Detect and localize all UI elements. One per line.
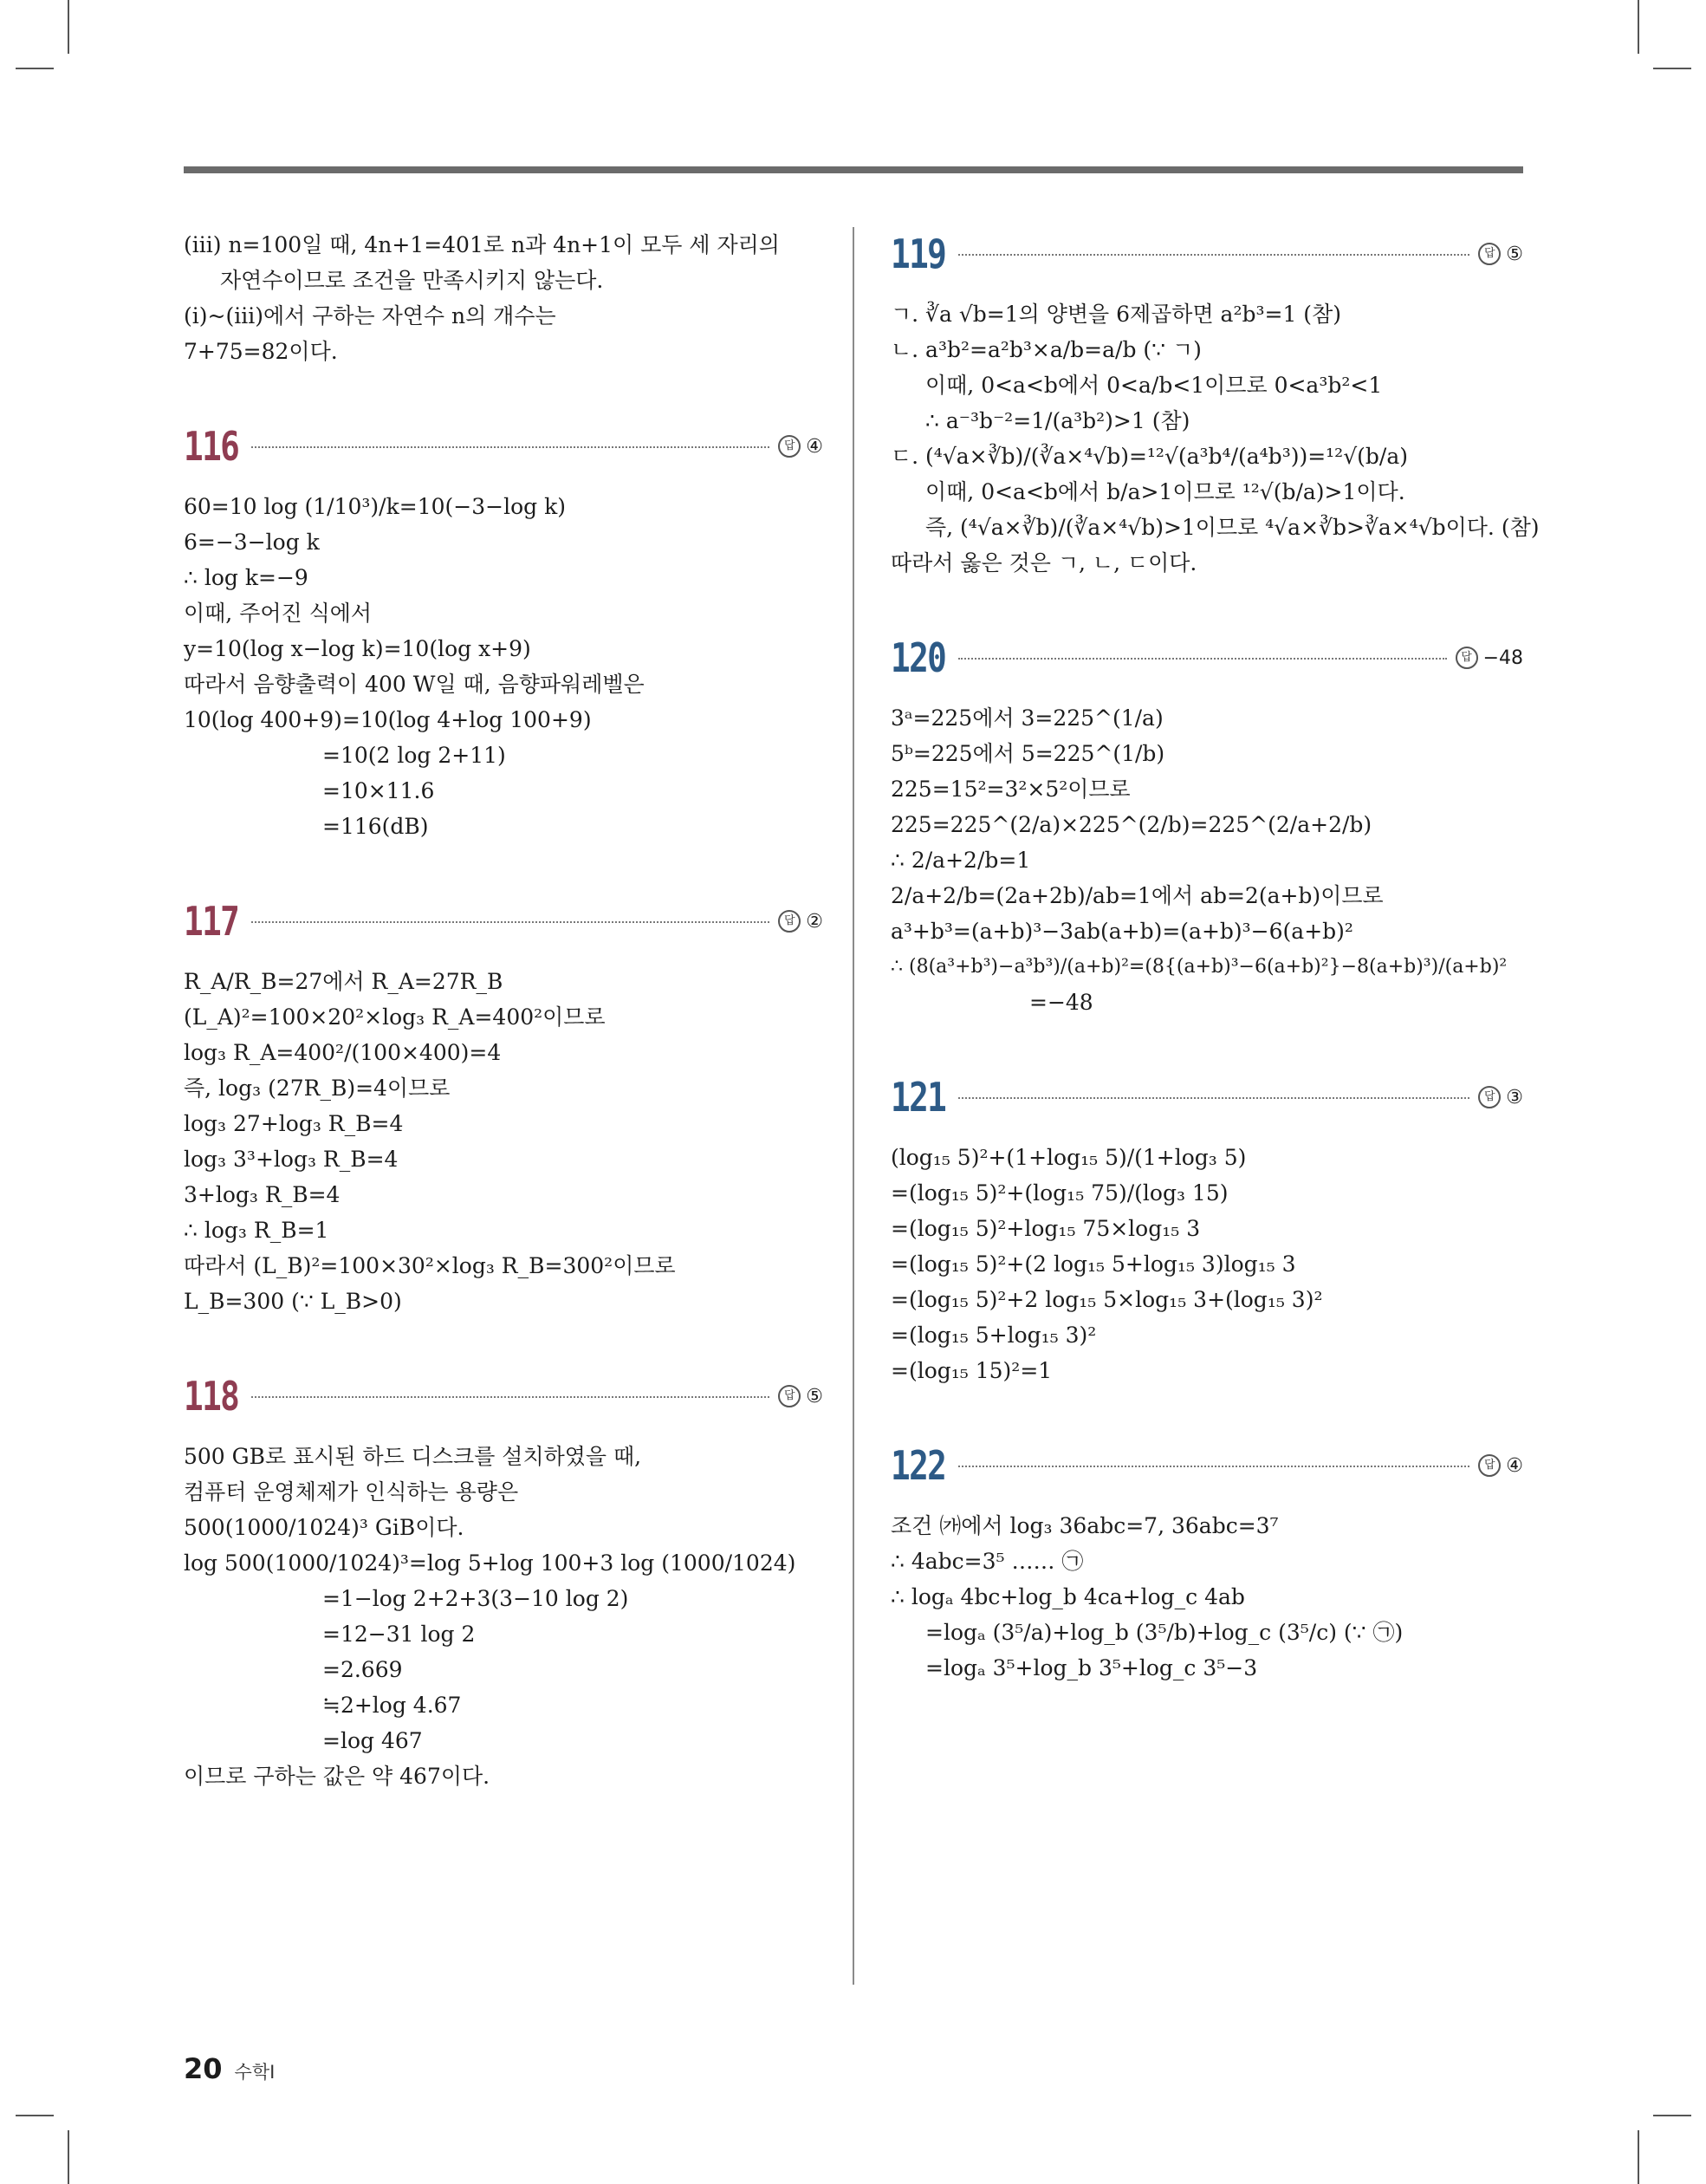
solution-line: 225=225^(2/a)×225^(2/b)=225^(2/a+2/b) [891, 812, 1372, 837]
problem-number: 122 [891, 1442, 946, 1489]
answer-value: ⑤ [1506, 243, 1523, 265]
solution-line: ∴ 4abc=3⁵ …… ㉠ [891, 1549, 1084, 1574]
answer-label [778, 910, 823, 933]
answer-icon: 답 [778, 910, 801, 933]
solution-line: R_A/R_B=27에서 R_A=27R_B [184, 969, 503, 994]
crop-mark [1653, 68, 1691, 69]
solution-line: =10(2 log 2+11) [322, 743, 506, 768]
problem-header-119 [891, 227, 1523, 281]
problem-number: 117 [184, 898, 239, 945]
solution-line: 이때, 0<a<b에서 b/a>1이므로 ¹²√(b/a)>1이다. [925, 479, 1405, 504]
solution-line: =(log₁₅ 15)²=1 [891, 1358, 1053, 1383]
answer-label [778, 435, 823, 458]
answer-label [778, 1385, 823, 1407]
solution-line: ∴ 2/a+2/b=1 [891, 848, 1031, 873]
solution-line: =log 467 [322, 1728, 423, 1753]
header-rule [184, 166, 1523, 173]
answer-value: ② [806, 910, 823, 933]
solution-line: ≒2+log 4.67 [322, 1693, 462, 1718]
problem-number: 119 [891, 231, 946, 277]
answer-label [1456, 647, 1523, 669]
solution-line: 이때, 0<a<b에서 0<a/b<1이므로 0<a³b²<1 [925, 373, 1383, 398]
leader-dots [958, 657, 1447, 660]
solution-line: 따라서 음향출력이 400 W일 때, 음향파워레벨은 [184, 672, 645, 697]
solution-line: ∴ a⁻³b⁻²=1/(a³b²)>1 (참) [925, 408, 1190, 433]
solution-line: 5ᵇ=225에서 5=225^(1/b) [891, 741, 1165, 766]
problem-header-120 [891, 631, 1523, 685]
solution-line: ∴ log₃ R_B=1 [184, 1218, 329, 1243]
text-line: 7+75=82이다. [184, 339, 338, 364]
solution-line: ∴ log k=−9 [184, 565, 308, 590]
answer-icon: 답 [1478, 1086, 1501, 1108]
solution-line: 10(log 400+9)=10(log 4+log 100+9) [184, 707, 592, 732]
crop-mark [1653, 2115, 1691, 2116]
answer-value: ④ [1506, 1454, 1523, 1477]
text-line: (ⅰ)~(ⅲ)에서 구하는 자연수 n의 개수는 [184, 303, 556, 328]
solution-line: =10×11.6 [322, 778, 435, 803]
crop-mark [68, 0, 69, 54]
column-divider [853, 227, 854, 1985]
answer-value: −48 [1482, 647, 1523, 669]
solution-line: 500 GB로 표시된 하드 디스크를 설치하였을 때, [184, 1444, 642, 1469]
solution-line: 500(1000/1024)³ GiB이다. [184, 1515, 464, 1540]
page-footer [184, 2052, 275, 2085]
solution-line: (L_A)²=100×20²×log₃ R_A=400²이므로 [184, 1004, 606, 1030]
solution-line: y=10(log x−log k)=10(log x+9) [184, 636, 531, 661]
right-column [891, 227, 1540, 1686]
answer-label [1478, 1454, 1523, 1477]
solution-line: =116(dB) [322, 814, 429, 839]
solution-line: 60=10 log (1/10³)/k=10(−3−log k) [184, 494, 566, 519]
answer-icon: 답 [1456, 647, 1478, 669]
solution-line: =1−log 2+2+3(3−10 log 2) [322, 1586, 629, 1611]
answer-value: ④ [806, 435, 823, 458]
leader-dots [251, 1395, 769, 1398]
solution-line: ㄱ. ∛a √b=1의 양변을 6제곱하면 a²b³=1 (참) [891, 302, 1341, 327]
text-line: (ⅲ) n=100일 때, 4n+1=401로 n과 4n+1이 모두 세 자리의 [184, 232, 780, 257]
solution-line: =2.669 [322, 1657, 403, 1682]
crop-mark [16, 68, 54, 69]
solution-line: =(log₁₅ 5+log₁₅ 3)² [891, 1323, 1097, 1348]
solution-line: 컴퓨터 운영체제가 인식하는 용량은 [184, 1479, 519, 1505]
leader-dots [958, 1096, 1469, 1099]
solution-line: 즉, (⁴√a×∛b)/(∛a×⁴√b)>1이므로 ⁴√a×∛b>∛a×⁴√b이다. (참) [925, 515, 1540, 540]
solution-line: =−48 [1029, 990, 1093, 1015]
solution-line: log 500(1000/1024)³=log 5+log 100+3 log (1000/1024) [184, 1550, 796, 1576]
solution-line: =(log₁₅ 5)²+(log₁₅ 75)/(log₃ 15) [891, 1180, 1229, 1206]
text-line: 자연수이므로 조건을 만족시키지 않는다. [220, 268, 604, 293]
problem-header-117 [184, 894, 823, 948]
solution-line: (log₁₅ 5)²+(1+log₁₅ 5)/(1+log₃ 5) [891, 1145, 1247, 1170]
problem-number: 120 [891, 634, 946, 681]
solution-line: =12−31 log 2 [322, 1622, 476, 1647]
leader-dots [958, 1465, 1469, 1467]
crop-mark [68, 2130, 69, 2184]
solution-line: ∴ (8(a³+b³)−a³b³)/(a+b)²=(8{(a+b)³−6(a+b)²}−8(a+b)³)/(a+b)² [891, 956, 1508, 978]
leader-dots [251, 920, 769, 923]
solution-line: 3+log₃ R_B=4 [184, 1182, 341, 1207]
left-column [184, 227, 823, 1794]
leader-dots [958, 253, 1469, 256]
solution-line: 이므로 구하는 값은 약 467이다. [184, 1764, 490, 1789]
solution-line: log₃ 3³+log₃ R_B=4 [184, 1147, 399, 1172]
solution-line: log₃ 27+log₃ R_B=4 [184, 1111, 404, 1136]
answer-icon: 답 [778, 1385, 801, 1407]
subject-label: 수학Ⅰ [234, 2062, 276, 2083]
solution-line: 3ᵃ=225에서 3=225^(1/a) [891, 705, 1164, 731]
problem-header-121 [891, 1070, 1523, 1124]
solution-line: 따라서 옳은 것은 ㄱ, ㄴ, ㄷ이다. [891, 550, 1197, 575]
solution-line: ㄴ. a³b²=a²b³×a/b=a/b (∵ ㄱ) [891, 337, 1202, 362]
solution-line: ∴ logₐ 4bc+log_b 4ca+log_c 4ab [891, 1584, 1245, 1609]
problem-header-116 [184, 419, 823, 473]
crop-mark [1638, 2130, 1639, 2184]
solution-line: ㄷ. (⁴√a×∛b)/(∛a×⁴√b)=¹²√(a³b⁴/(a⁴b³))=¹²√(b/a) [891, 444, 1408, 469]
answer-value: ⑤ [806, 1385, 823, 1407]
solution-line: 따라서 (L_B)²=100×30²×log₃ R_B=300²이므로 [184, 1253, 676, 1278]
solution-line: 2/a+2/b=(2a+2b)/ab=1에서 ab=2(a+b)이므로 [891, 883, 1384, 908]
solution-line: =(log₁₅ 5)²+log₁₅ 75×log₁₅ 3 [891, 1216, 1201, 1241]
solution-line: =(log₁₅ 5)²+2 log₁₅ 5×log₁₅ 3+(log₁₅ 3)² [891, 1287, 1323, 1312]
answer-value: ③ [1506, 1086, 1523, 1108]
problem-number: 121 [891, 1074, 946, 1121]
solution-line: log₃ R_A=400²/(100×400)=4 [184, 1040, 502, 1065]
solution-line: 즉, log₃ (27R_B)=4이므로 [184, 1076, 451, 1101]
answer-icon: 답 [1478, 243, 1501, 265]
solution-line: =logₐ 3⁵+log_b 3⁵+log_c 3⁵−3 [925, 1655, 1258, 1680]
solution-line: 이때, 주어진 식에서 [184, 601, 373, 626]
answer-icon: 답 [778, 435, 801, 458]
solution-line: 225=15²=3²×5²이므로 [891, 777, 1131, 802]
solution-line: =logₐ (3⁵/a)+log_b (3⁵/b)+log_c (3⁵/c) (∵ ㉠) [925, 1620, 1404, 1645]
problem-number: 116 [184, 423, 239, 470]
solution-line: 조건 ㈎에서 log₃ 36abc=7, 36abc=3⁷ [891, 1513, 1279, 1538]
problem-number: 118 [184, 1373, 239, 1420]
answer-label [1478, 1086, 1523, 1108]
problem-header-122 [891, 1439, 1523, 1492]
solution-line: 6=−3−log k [184, 530, 320, 555]
solution-line: L_B=300 (∵ L_B>0) [184, 1289, 402, 1314]
solution-line: a³+b³=(a+b)³−3ab(a+b)=(a+b)³−6(a+b)² [891, 919, 1353, 944]
solution-line: =(log₁₅ 5)²+(2 log₁₅ 5+log₁₅ 3)log₁₅ 3 [891, 1251, 1296, 1277]
crop-mark [1638, 0, 1639, 54]
leader-dots [251, 445, 769, 448]
problem-header-118 [184, 1369, 823, 1423]
page-number: 20 [184, 2052, 223, 2085]
crop-mark [16, 2115, 54, 2116]
answer-icon: 답 [1478, 1454, 1501, 1477]
answer-label [1478, 243, 1523, 265]
